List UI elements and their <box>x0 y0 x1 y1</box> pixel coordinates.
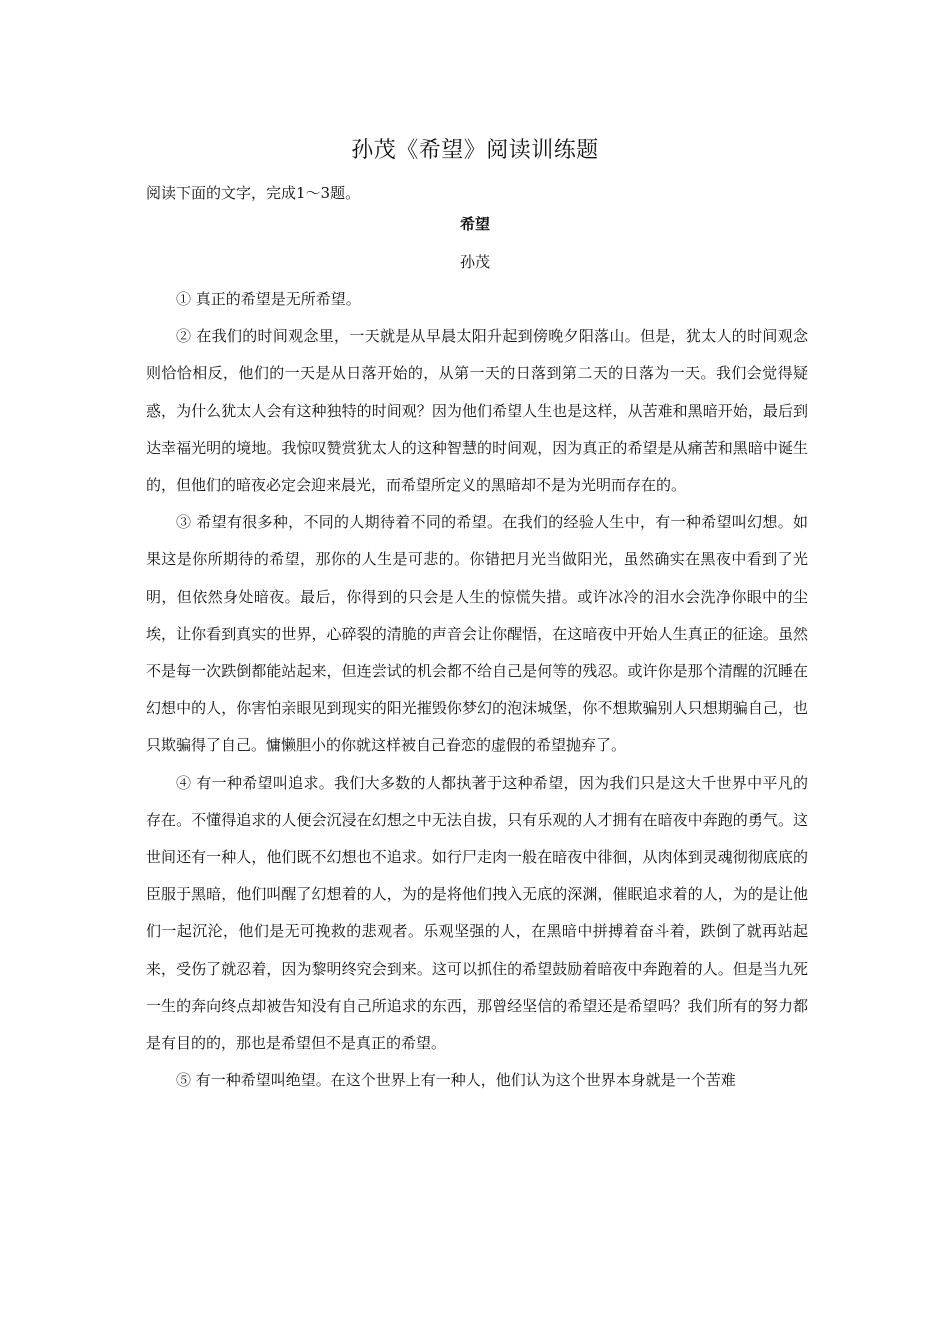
paragraph-2: ② 在我们的时间观念里，一天就是从早晨太阳升起到傍晚夕阳落山。但是，犹太人的时间观念则恰恰相反，他们的一天是从日落开始的，从第一天的日落到第二天的日落为一天。我们会觉得疑惑，为什么犹太人会有这种独特的时间观？因为他们希望人生也是这样，从苦难和黑暗开始，最后到达幸福光明的境地。我惊叹赞赏犹太人的这种智慧的时间观，因为真正的希望是从痛苦和黑暗中诞生的，但他们的暗夜必定会迎来晨光，而希望所定义的黑暗却不是为光明而存在的。 <box>146 327 808 495</box>
paragraph-5: ⑤ 有一种希望叫绝望。在这个世界上有一种人，他们认为这个世界本身就是一个苦难 <box>176 1071 736 1090</box>
paragraph-4: ④ 有一种希望叫追求。我们大多数的人都执著于这种希望，因为我们只是这大千世界中平凡的存在。不懂得追求的人便会沉浸在幻想之中无法自拔，只有乐观的人才拥有在暗夜中奔跑的勇气。这世间还有一种人，他们既不幻想也不追求。如行尸走肉一般在暗夜中徘徊，从肉体到灵魂彻彻底底的臣服于黑暗，他们叫醒了幻想着的人，为的是将他们拽入无底的深渊，催眠追求着的人，为的是让他们一起沉沦，他们是无可挽救的悲观者。乐观坚强的人，在黑暗中拼搏着奋斗着，跌倒了就再站起来，受伤了就忍着，因为黎明终究会到来。这可以抓住的希望鼓励着暗夜中奔跑着的人。但是当九死一生的奔向终点却被告知没有自己所追求的东西，那曾经坚信的希望还是希望吗？我们所有的努力都是有目的的，那也是希望但不是真正的希望。 <box>146 773 808 1053</box>
reading-instruction: 阅读下面的文字，完成1～3题。 <box>146 184 361 202</box>
document-title: 孙茂《希望》阅读训练题 <box>351 138 599 163</box>
article-author: 孙茂 <box>459 253 490 271</box>
paragraph-1: ① 真正的希望是无所希望。 <box>176 290 361 308</box>
paragraph-3: ③ 希望有很多种，不同的人期待着不同的希望。在我们的经验人生中，有一种希望叫幻想。如果这是你所期待的希望，那你的人生是可悲的。你错把月光当做阳光，虽然确实在黑夜中看到了光明，但依然身处暗夜。最后，你得到的只会是人生的惊慌失措。或许冰冷的泪水会洗净你眼中的尘埃，让你看到真实的世界，心碎裂的清脆的声音会让你醒悟，在这暗夜中开始人生真正的征途。虽然不是每一次跌倒都能站起来，但连尝试的机会都不给自己是何等的残忍。或许你是那个清醒的沉睡在幻想中的人，你害怕亲眼见到现实的阳光摧毁你梦幻的泡沫城堡，你不想欺骗别人只想期骗自己，也只欺骗得了自己。慵懒胆小的你就这样被自己眷恋的虚假的希望抛弃了。 <box>146 513 808 755</box>
article-body <box>146 281 808 1099</box>
article-title: 希望 <box>459 215 490 233</box>
